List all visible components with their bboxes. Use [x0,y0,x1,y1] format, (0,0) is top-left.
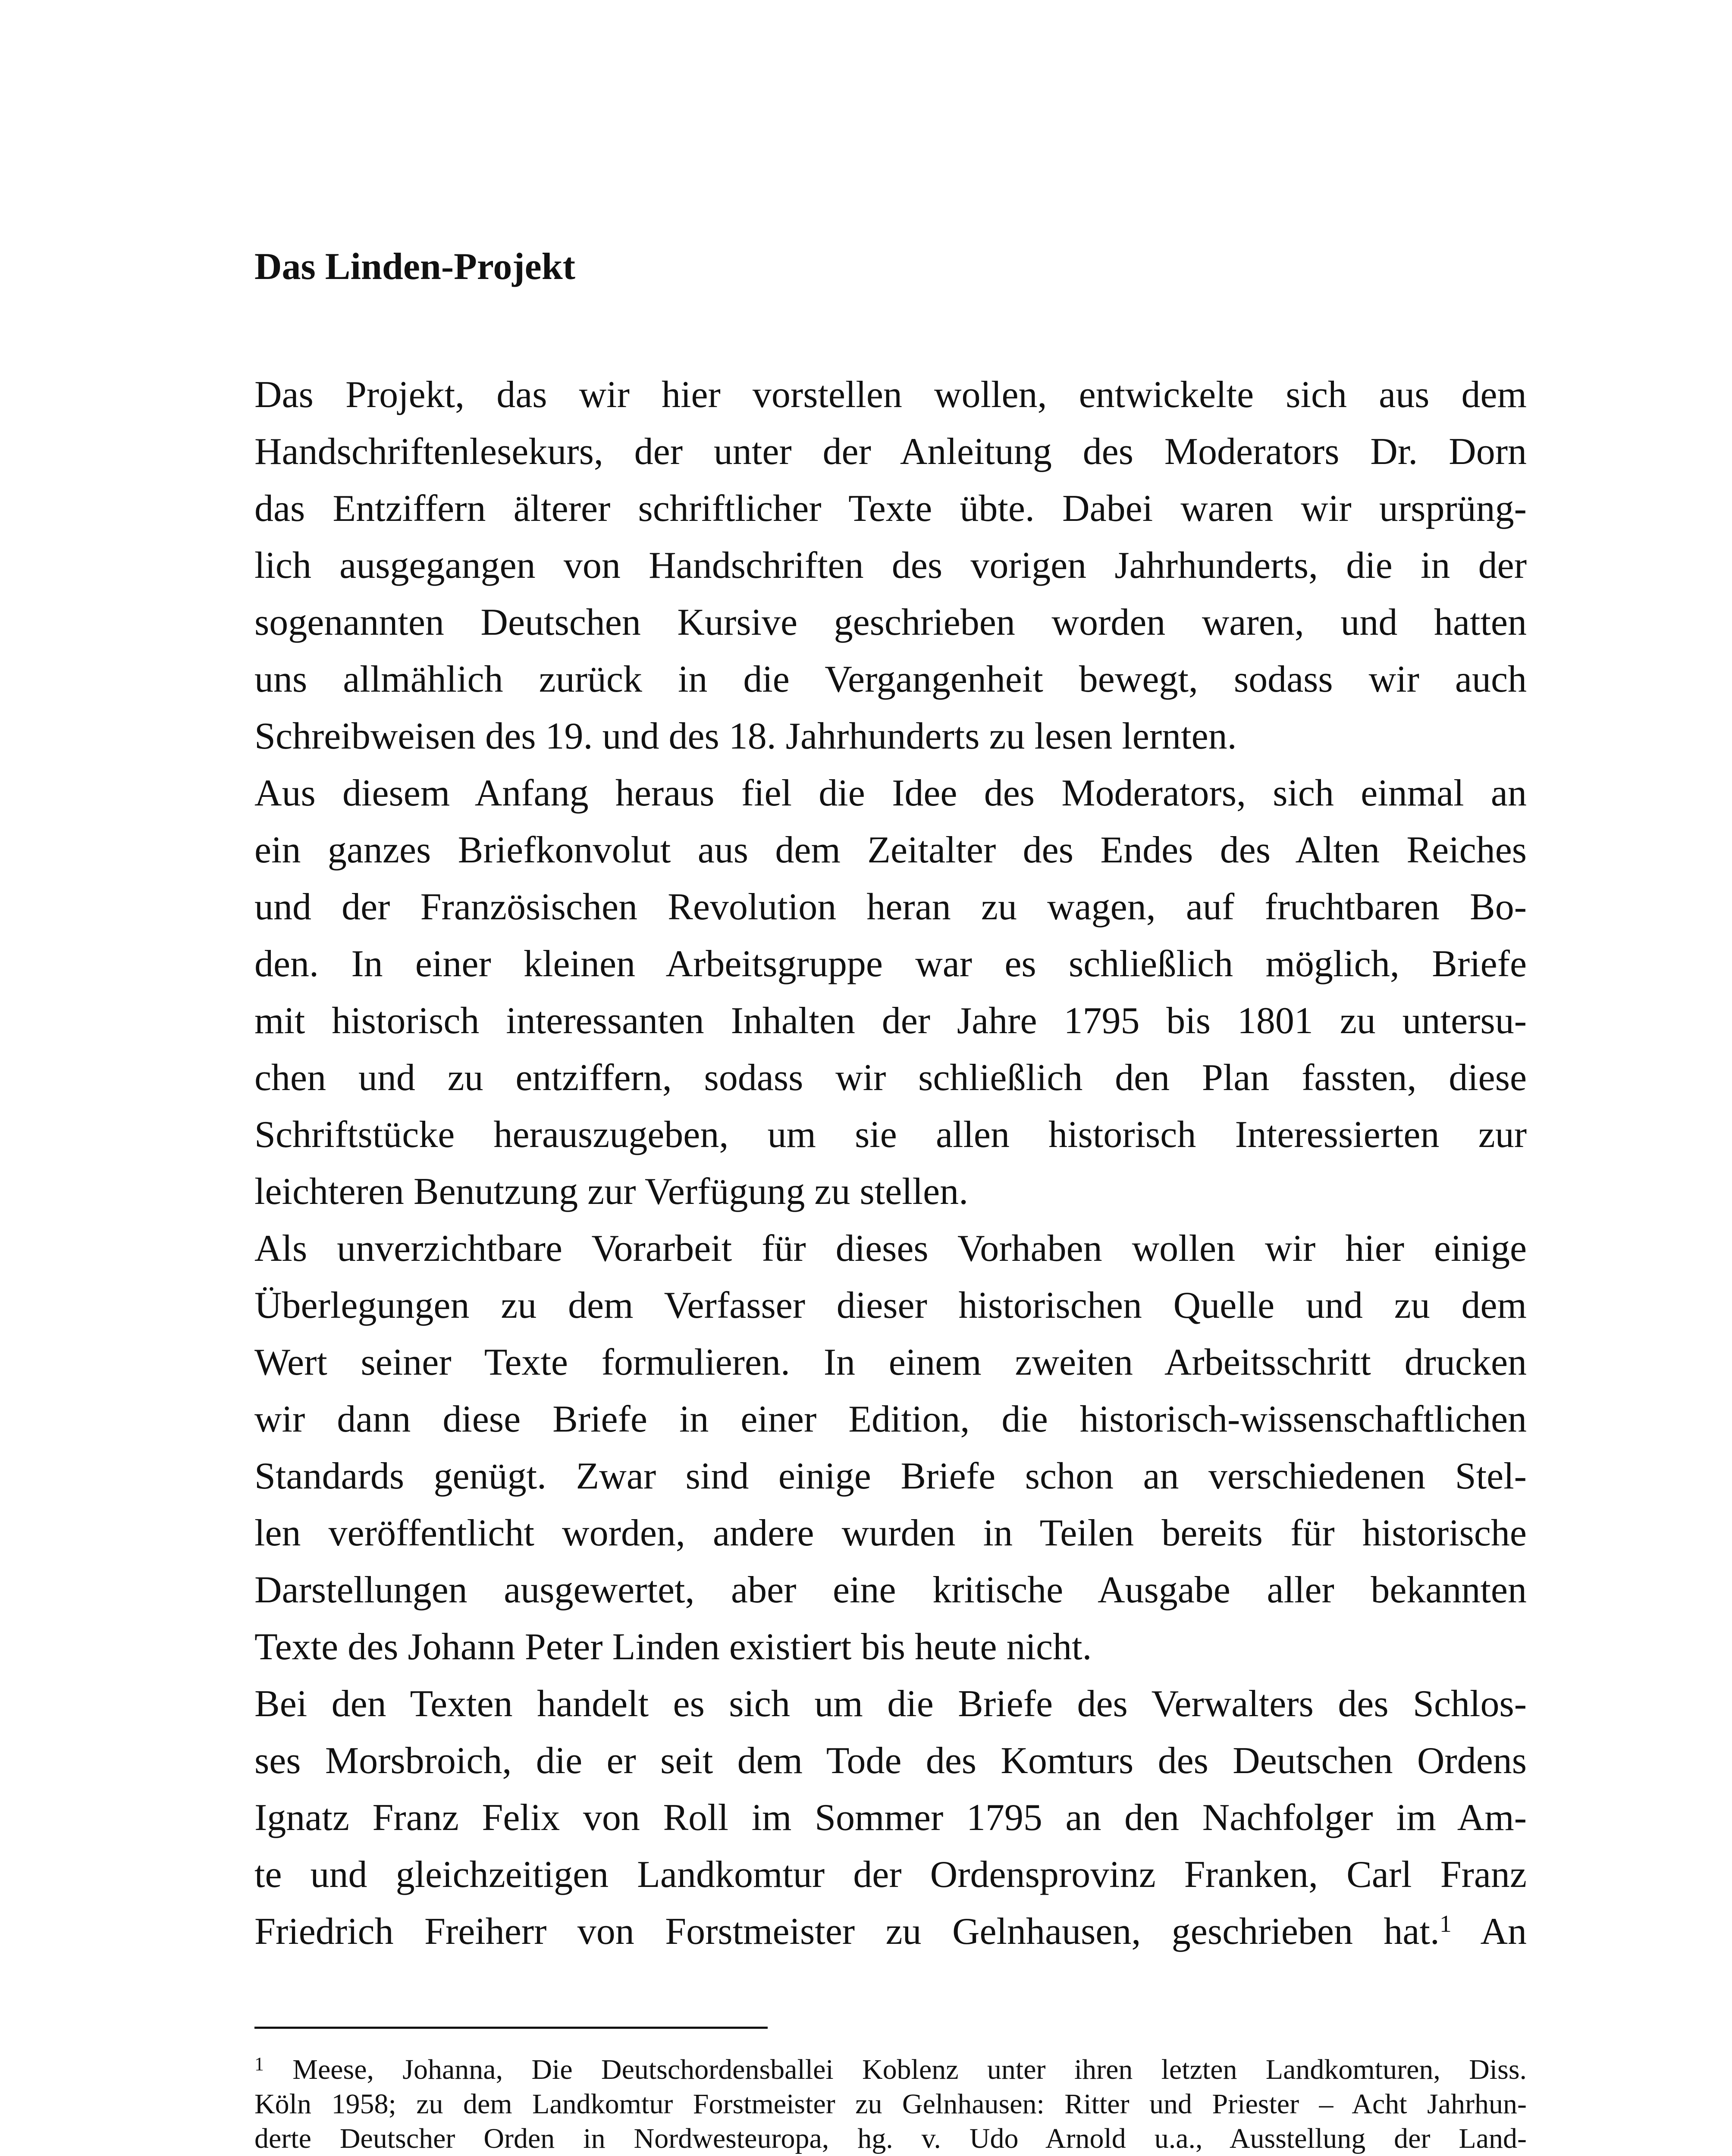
text-line: ses Morsbroich, die er seit dem Tode des Komturs des Deutschen Ordens [254,1740,1527,1782]
text-line: wir dann diese Briefe in einer Edition, die historisch-wissenschaftlichen [254,1398,1527,1440]
text-line: uns allmählich zurück in die Vergangenheit bewegt, sodass wir auch [254,658,1527,700]
text-line-with-footnote [254,1903,1527,1960]
body-text [254,367,1527,1960]
text-line: den. In einer kleinen Arbeitsgruppe war es schließlich möglich, Briefe [254,943,1527,985]
footnote-text: Meese, Johanna, Die Deutschordensballei Koblenz unter ihren letzten Landkomturen, Diss. [292,2054,1527,2085]
footnote-reference[interactable]: 1 [1439,1911,1452,1937]
text-line: das Entziffern älterer schriftlicher Texte übte. Dabei waren wir ursprüng- [254,488,1527,530]
text-line: Standards genügt. Zwar sind einige Briefe schon an verschiedenen Stel- [254,1455,1527,1497]
text-line: ein ganzes Briefkonvolut aus dem Zeitalter des Endes des Alten Reiches [254,829,1527,871]
line-tail: An [1480,1911,1527,1952]
text-line: chen und zu entziffern, sodass wir schließlich den Plan fassten, diese [254,1057,1527,1099]
text-line: mit historisch interessanten Inhalten der Jahre 1795 bis 1801 zu untersu- [254,1000,1527,1042]
footnote [254,2053,1527,2156]
footnote-line: derte Deutscher Orden in Nordwesteuropa, hg. v. Udo Arnold u.a., Ausstellung der Land- [254,2123,1527,2154]
footnote-line: Köln 1958; zu dem Landkomtur Forstmeister zu Gelnhausen: Ritter und Priester – Acht Jahrhun- [254,2088,1527,2120]
footnote-separator [254,2027,768,2029]
text-line: Handschriftenlesekurs, der unter der Anleitung des Moderators Dr. Dorn [254,431,1527,473]
text-line: Schreibweisen des 19. und des 18. Jahrhunderts zu lesen lernten. [254,715,1237,757]
text-line: leichteren Benutzung zur Verfügung zu stellen. [254,1171,969,1213]
text-line: lich ausgegangen von Handschriften des vorigen Jahrhunderts, die in der [254,545,1527,586]
text-line: Als unverzichtbare Vorarbeit für dieses Vorhaben wollen wir hier einige [254,1228,1527,1269]
text-line: Überlegungen zu dem Verfasser dieser historischen Quelle und zu dem [254,1285,1527,1326]
text-line: Texte des Johann Peter Linden existiert bis heute nicht. [254,1626,1092,1668]
text-line: Ignatz Franz Felix von Roll im Sommer 1795 an den Nachfolger im Am- [254,1797,1527,1839]
text-line: Darstellungen ausgewertet, aber eine kritische Ausgabe aller bekannten [254,1569,1527,1611]
text-line: len veröffentlicht worden, andere wurden in Teilen bereits für historische [254,1512,1527,1554]
footnote-line [254,2053,1527,2087]
text-line: te und gleichzeitigen Landkomtur der Ordensprovinz Franken, Carl Franz [254,1854,1527,1896]
text-line: Das Projekt, das wir hier vorstellen wollen, entwickelte sich aus dem [254,374,1527,416]
text-line: Aus diesem Anfang heraus fiel die Idee des Moderators, sich einmal an [254,772,1527,814]
text-line: und der Französischen Revolution heran zu wagen, auf fruchtbaren Bo- [254,886,1527,928]
line-text: Friedrich Freiherr von Forstmeister zu Gelnhausen, geschrieben hat. [254,1911,1440,1952]
text-line: Schriftstücke herauszugeben, um sie allen historisch Interessierten zur [254,1114,1527,1156]
text-line: sogenannten Deutschen Kursive geschrieben worden waren, und hatten [254,602,1527,643]
text-line: Wert seiner Texte formulieren. In einem zweiten Arbeitsschritt drucken [254,1341,1527,1383]
text-line: Bei den Texten handelt es sich um die Briefe des Verwalters des Schlos- [254,1683,1527,1725]
page-title: Das Linden-Projekt [254,246,575,288]
footnote-marker: 1 [254,2053,264,2075]
